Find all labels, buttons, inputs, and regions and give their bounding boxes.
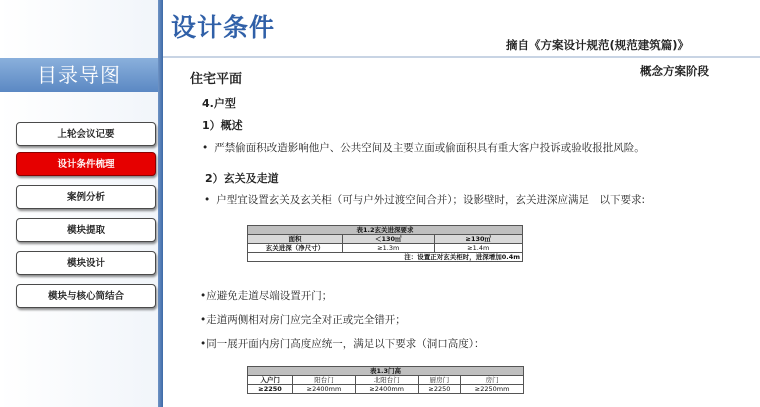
- table-cell: ≥2400mm: [293, 385, 356, 394]
- table-header-cell: 房门: [461, 376, 524, 385]
- sidebar-divider: [158, 0, 163, 407]
- table-cell: ≥2250: [248, 385, 293, 394]
- bullet-icon: •: [202, 142, 209, 154]
- nav-item-module-design[interactable]: 模块设计: [16, 251, 156, 275]
- nav-item-module-extraction[interactable]: 模块提取: [16, 218, 156, 242]
- table-cell: ≥130㎡: [434, 235, 522, 244]
- nav-item-design-conditions[interactable]: 设计条件梳理: [16, 152, 156, 176]
- table-cell: ＜130㎡: [343, 235, 435, 244]
- nav-item-case-analysis[interactable]: 案例分析: [16, 185, 156, 209]
- bullet-text: 同一展开面内房门高度应统一，满足以下要求（洞口高度）：: [206, 338, 485, 350]
- table-row: [248, 376, 524, 385]
- bullet-item: [200, 336, 484, 351]
- table-cell: ≥1.4m: [434, 244, 522, 253]
- stage-label: 概念方案阶段: [640, 64, 709, 78]
- table-cell: 玄关进深（净尺寸）: [248, 244, 343, 253]
- table-cell: ≥2400mm: [355, 385, 418, 394]
- table-header-cell: 北阳台门: [355, 376, 418, 385]
- table-row: [248, 385, 524, 394]
- overview-heading: 1）概述: [202, 119, 243, 132]
- bullet-icon: •: [200, 338, 207, 350]
- section-title: 住宅平面: [190, 72, 243, 87]
- nav-item-module-core[interactable]: 模块与核心筒结合: [16, 284, 156, 308]
- bullet-icon: •: [200, 290, 207, 302]
- header-divider: [163, 56, 760, 58]
- table-caption: 表1.3门高: [248, 367, 524, 376]
- table-caption: 表1.2玄关进深要求: [248, 226, 523, 235]
- bullet-text: 走道两侧相对房门应完全对正或完全错开；: [206, 314, 406, 326]
- nav-item-meeting-notes[interactable]: 上轮会议记要: [16, 122, 156, 146]
- entrance-paragraph: [204, 192, 645, 207]
- overview-paragraph: [202, 140, 645, 155]
- bullet-item: [200, 312, 406, 327]
- table-cell: ≥2250mm: [461, 385, 524, 394]
- sidebar-title: 目录导图: [0, 58, 158, 92]
- page-title: 设计条件: [171, 13, 276, 42]
- table-header-cell: 阳台门: [293, 376, 356, 385]
- overview-text: 严禁偷面积改造影响他户、公共空间及主要立面或偷面积具有重大客户投诉或验收报批风险。: [214, 142, 645, 154]
- subsection-title: 4.户型: [202, 97, 236, 110]
- bullet-item: [200, 288, 332, 303]
- table-row: [248, 235, 523, 244]
- table-cell: ≥2250: [418, 385, 461, 394]
- table-row: [248, 244, 523, 253]
- table-cell: ≥1.3m: [343, 244, 435, 253]
- source-citation: 摘自《方案设计规范(规范建筑篇)》: [506, 38, 690, 52]
- bullet-icon: •: [204, 194, 211, 206]
- table-cell: 面积: [248, 235, 343, 244]
- table-header-cell: 厨房门: [418, 376, 461, 385]
- table-note: 注：设置正对玄关柜时，进深增加0.4m: [248, 253, 523, 262]
- table-header-cell: 入户门: [248, 376, 293, 385]
- entrance-text: 户型宜设置玄关及玄关柜（可与户外过渡空间合并）；设影壁时，玄关进深应满足 以下要求:: [216, 194, 645, 206]
- entrance-heading: 2）玄关及走道: [205, 172, 279, 185]
- bullet-icon: •: [200, 314, 207, 326]
- bullet-text: 应避免走道尽端设置开门；: [206, 290, 333, 302]
- door-height-table: [247, 366, 524, 394]
- entrance-depth-table: [247, 225, 523, 262]
